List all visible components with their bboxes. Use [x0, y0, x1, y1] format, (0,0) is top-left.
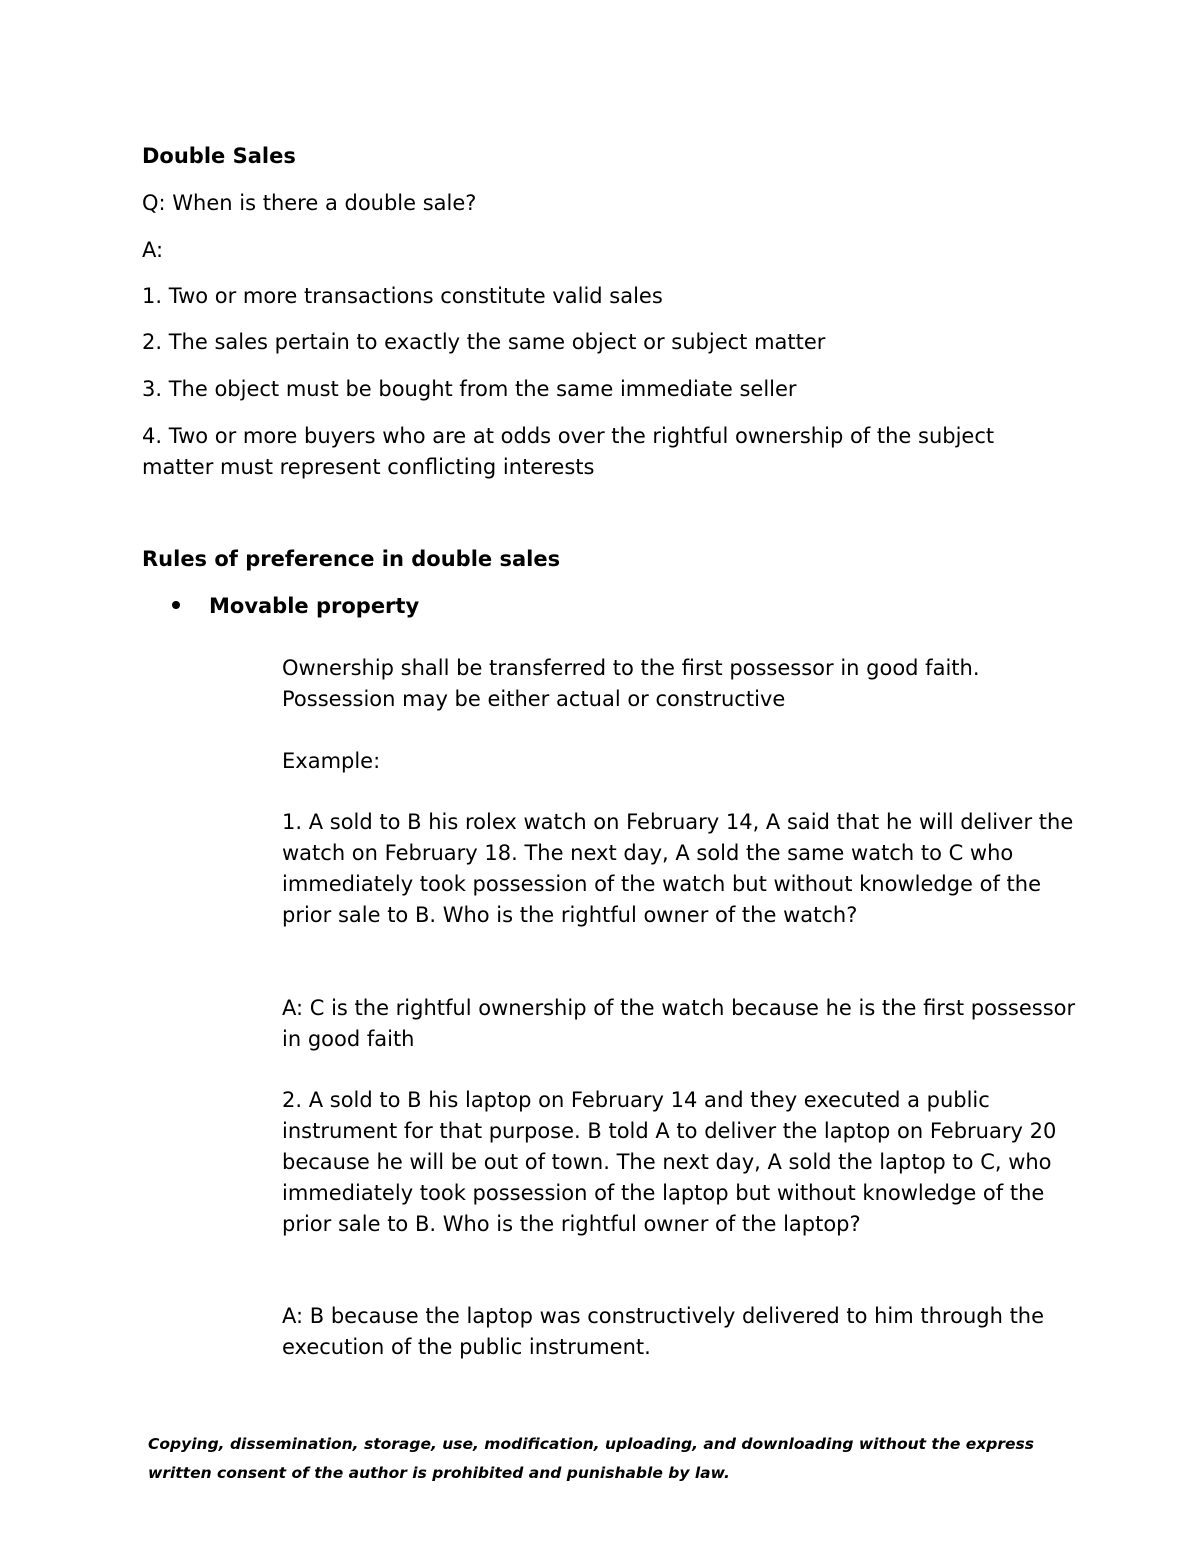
document-title: Double Sales — [142, 144, 296, 168]
bullet-icon — [172, 601, 180, 609]
requisite-item: 4. Two or more buyers who are at odds over the rightful ownership of the subject matter must represent conflicting interests — [142, 424, 995, 479]
example-label: Example: — [282, 749, 381, 773]
requisite-item: 3. The object must be bought from the same immediate seller — [142, 377, 797, 401]
answer-label: A: — [142, 238, 164, 262]
question-text: Q: When is there a double sale? — [142, 191, 477, 215]
example-2-question: 2. A sold to B his laptop on February 14 and they executed a public instrument for that purpose. B told A to deliver the laptop on February 20 because he will be out of town. The next day, A sold the laptop to C, who immediately took possession of the laptop but without knowledge of the prior sale to B. Who is the rightful owner of the laptop? — [282, 1088, 1057, 1236]
example-1-question: 1. A sold to B his rolex watch on February 14, A said that he will deliver the watch on February 18. The next day, A sold the same watch to C who immediately took possession of the watch but without knowledge of the prior sale to B. Who is the rightful owner of the watch? — [282, 810, 1074, 927]
bullet-list-item — [172, 591, 419, 622]
example-1-answer: A: C is the rightful ownership of the watch because he is the first possessor in good faith — [282, 996, 1076, 1051]
requisite-item: 1. Two or more transactions constitute valid sales — [142, 284, 663, 308]
example-2-answer: A: B because the laptop was constructively delivered to him through the execution of the public instrument. — [282, 1304, 1045, 1359]
copyright-footer: Copying, dissemination, storage, use, modification, uploading, and downloading without the express written consent of the author is prohibited and punishable by law. — [148, 1435, 1034, 1482]
rules-heading: Rules of preference in double sales — [142, 547, 561, 571]
bullet-heading: Movable property — [209, 594, 420, 618]
paragraph-rule: Ownership shall be transferred to the first possessor in good faith. Possession may be either actual or constructive — [282, 656, 980, 711]
requisite-item: 2. The sales pertain to exactly the same object or subject matter — [142, 330, 826, 354]
